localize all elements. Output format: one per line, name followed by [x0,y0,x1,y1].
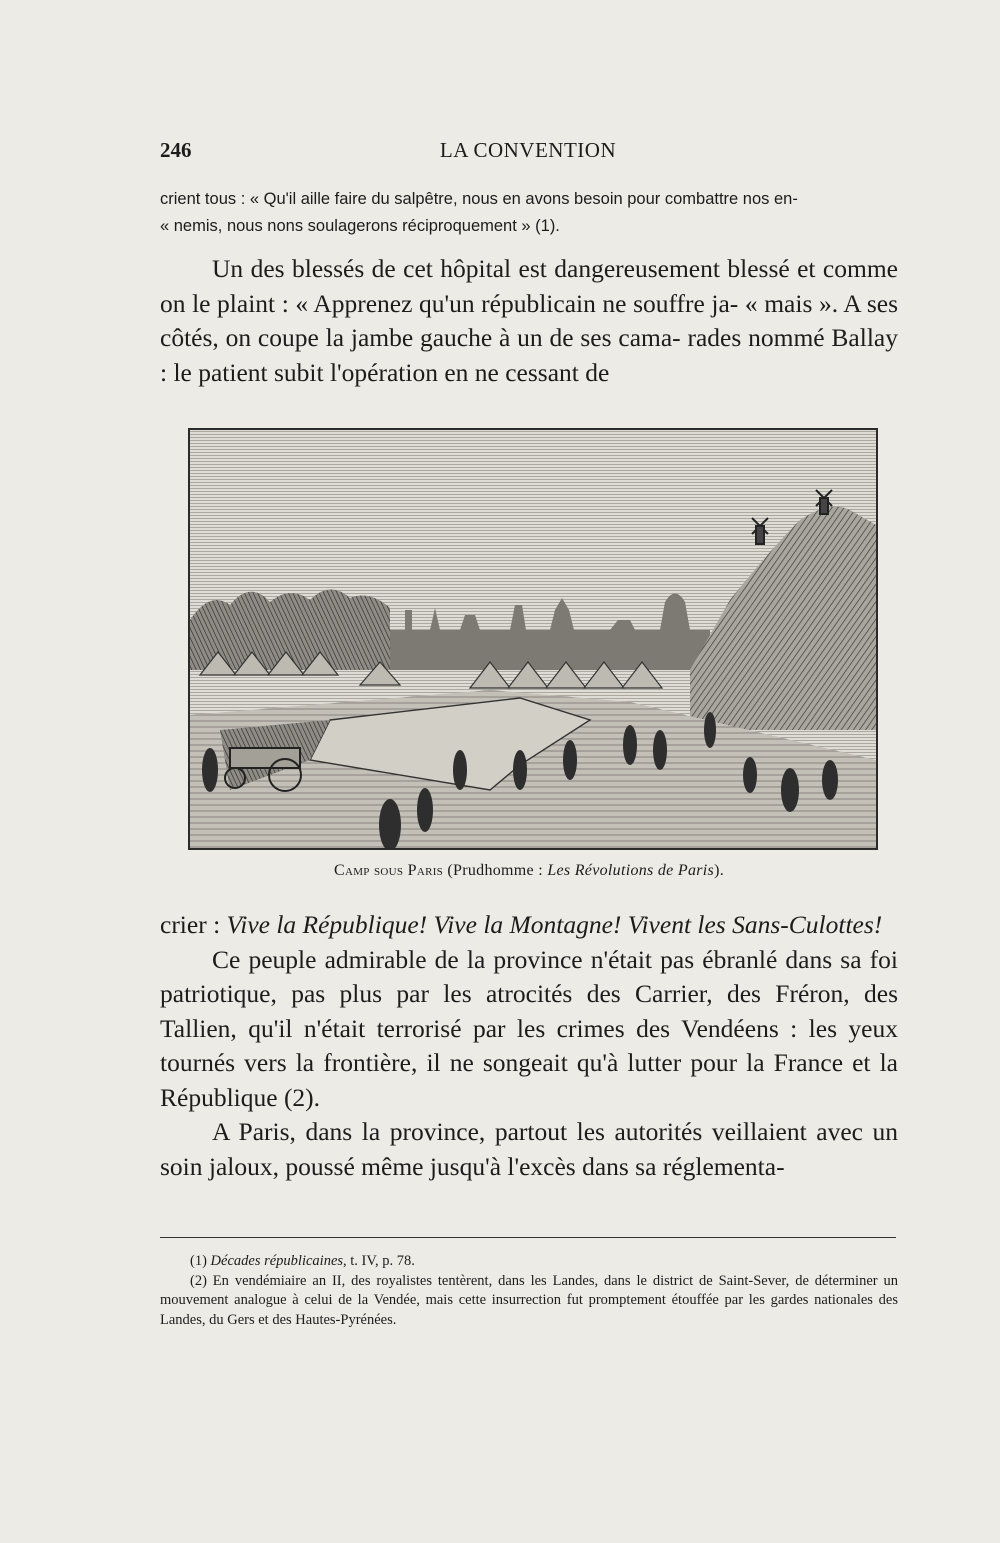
quote-block [160,186,898,240]
caption-title: Camp sous Paris [333,862,444,879]
engraving-illustration [188,428,878,850]
quote-line-2: « nemis, nous nons soulagerons réciproquement » (1). [160,217,560,235]
page-number: 246 [160,138,192,162]
body-text-continued [160,908,898,1184]
quote-line-1: crient tous : « Qu'il aille faire du salpêtre, nous en avons besoin pour combattre nos en- [160,190,798,208]
paragraph-1-text: Un des blessés de cet hôpital est dangereusement blessé et comme on le plaint : « Apprenez qu'un républicain ne souffre ja- « mais ». A ses côtés, on coupe la jambe gauche à un de ses cama- rades nommé Ballay : le patient subit l'opération en ne cessant de [160,254,898,387]
paragraph-2 [160,908,898,943]
paragraph-1 [160,252,898,390]
footnote-1-title: Décades républicaines [210,1253,344,1269]
footnote-1-marker: (1) [190,1253,211,1269]
paragraph-4: A Paris, dans la province, partout les autorités veillaient avec un soin jaloux, poussé même jusqu'à l'excès dans sa réglementa- [160,1117,898,1181]
footnote-2: (2) En vendémiaire an II, des royalistes tentèrent, dans les Landes, dans le district de Saint-Sever, de déterminer un mouvement analogue à celui de la Vendée, mais cette insurrection fut promptement étouffée par les gardes nationales des Landes, du Gers et des Hautes-Pyrénées. [160,1272,898,1328]
footnote-1-rest: , t. IV, p. 78. [343,1253,415,1269]
page-header [160,138,896,168]
figure-caption [160,862,898,880]
caption-source-title: Les Révolutions de Paris [547,862,715,879]
paragraph-3: Ce peuple admirable de la province n'était pas ébranlé dans sa foi patriotique, pas plus par les atrocités des Carrier, des Fréron, des Tallien, qu'il n'était terrorisé par les crimes des Vendéens : les yeux tournés vers la frontière, il ne songeait qu'à lutter pour la France et la République (2). [160,944,898,1112]
footnotes [160,1252,898,1330]
caption-source-suffix: ). [714,862,724,879]
paragraph-2-lead: crier : [160,910,227,939]
paragraph-2-exclamations: Vive la République! Vive la Montagne! Vivent les Sans-Culottes! [226,910,883,939]
caption-source-prefix: (Prudhomme : [447,862,548,879]
engraving-camp-scene [190,430,876,848]
running-title: LA CONVENTION [439,138,617,162]
footnote-rule [160,1237,896,1238]
footnote-1 [160,1252,898,1272]
